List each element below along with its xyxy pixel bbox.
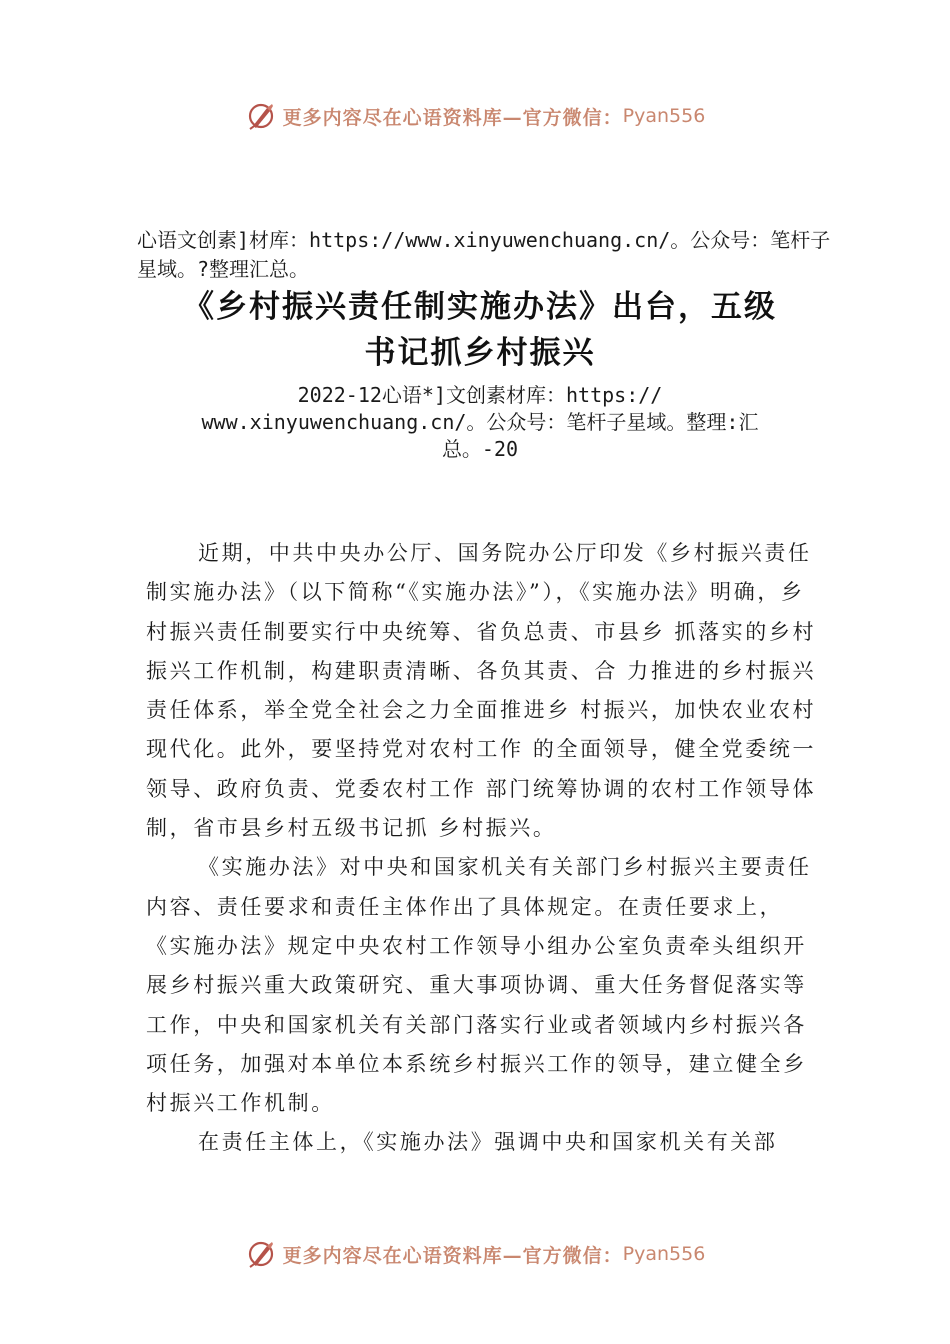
article-meta (150, 382, 810, 463)
title-line-2: 书记抓乡村振兴 (364, 335, 596, 371)
watermark-text: 更多内容尽在心语资料库—官方微信： (282, 1244, 623, 1267)
quill-pen-icon (245, 100, 277, 132)
footer-watermark-banner (0, 1234, 950, 1274)
wechat-handle: Pyan556 (622, 105, 706, 127)
meta-line-1: 2022-12心语*]文创素材库：https:// (297, 383, 663, 407)
page-title (90, 284, 870, 376)
title-line-1: 《乡村振兴责任制实施办法》出台，五级 (183, 289, 777, 325)
article-body (146, 534, 818, 1163)
header-watermark-banner (0, 96, 950, 136)
source-line: 心语文创素]材库：https://www.xinyuwenchuang.cn/。公众号：笔杆子星域。?整理汇总。 (137, 228, 831, 281)
wechat-handle: Pyan556 (622, 1243, 706, 1265)
paragraph-2: 《实施办法》对中央和国家机关有关部门乡村振兴主要责任内容、责任要求和责任主体作出了具体规定。在责任要求上，《实施办法》规定中央农村工作领导小组办公室负责牵头组织开展乡村振兴重大政策研究、重大事项协调、重大任务督促落实等工作，中央和国家机关有关部门落实行业或者领域内乡村振兴各项任务，加强对本单位本系统乡村振兴工作的领导，建立健全乡村振兴工作机制。 (146, 855, 812, 1116)
meta-line-2: www.xinyuwenchuang.cn/。公众号：笔杆子星域。整理:汇 (201, 410, 759, 434)
paragraph-3: 在责任主体上，《实施办法》强调中央和国家机关有关部 (198, 1130, 778, 1155)
watermark-text: 更多内容尽在心语资料库—官方微信： (282, 106, 623, 129)
quill-pen-icon (245, 1238, 277, 1270)
meta-line-3: 总。-20 (441, 437, 519, 461)
paragraph-1: 近期，中共中央办公厅、国务院办公厅印发《乡村振兴责任制实施办法》（以下简称“《实施办法》”），《实施办法》明确，乡村振兴责任制要实行中央统筹、省负总责、市县乡 抓落实的乡村振兴工作机制，构建职责清晰、各负其责、合 力推进的乡村振兴责任体系，举全党全社会之力全面推进乡 村振兴，加快农业农村现代化。此外，要坚持党对农村工作 的全面领导，健全党委统一领导、政府负责、党委农村工作 部门统筹协调的农村工作领导体制，省市县乡村五级书记抓 乡村振兴。 (146, 541, 817, 841)
